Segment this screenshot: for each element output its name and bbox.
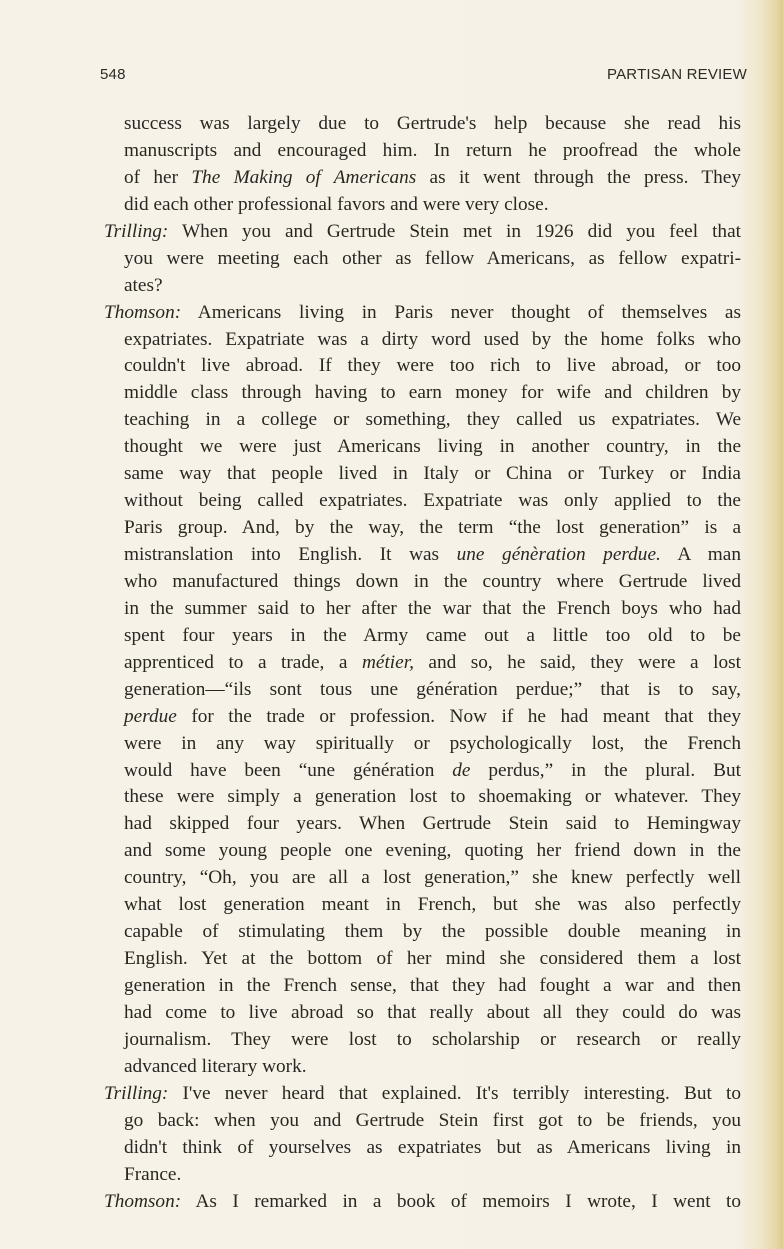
- text-line: [104, 111, 741, 138]
- text-segment: success was largely due to Gertrude's help because she read his: [124, 113, 741, 134]
- text-segment: you were meeting each other as fellow Americans, as fellow expatri-: [124, 247, 741, 269]
- italic-text: une génèration perdue.: [456, 544, 661, 565]
- text-line: [104, 623, 741, 650]
- text-segment: what lost generation meant in French, but she was also perfectly: [124, 894, 741, 916]
- text-line: [104, 946, 741, 973]
- text-segment: I've never heard that explained. It's terribly interesting. But to: [168, 1082, 741, 1104]
- text-line: [104, 569, 741, 596]
- text-line: [104, 811, 741, 838]
- text-segment: these were simply a generation lost to shoemaking or whatever. They: [124, 786, 741, 808]
- text-line: [104, 865, 741, 892]
- text-segment: of her: [124, 166, 192, 188]
- text-line: [104, 1000, 741, 1027]
- text-segment: English. Yet at the bottom of her mind she considered them a lost: [124, 948, 741, 970]
- text-line: [104, 677, 741, 704]
- text-segment: capable of stimulating them by the possible double meaning in: [124, 921, 741, 943]
- paragraph: [104, 111, 741, 219]
- italic-text: métier,: [361, 651, 414, 673]
- text-line: [104, 919, 741, 946]
- text-segment: Paris group. And, by the way, the term “the lost generation” is a: [124, 517, 741, 539]
- text-line: [104, 1054, 741, 1081]
- text-segment: manuscripts and encouraged him. In return he proofread the whole: [124, 139, 741, 161]
- text-segment: go back: when you and Gertrude Stein first got to be friends, you: [124, 1109, 741, 1131]
- text-line: [104, 219, 741, 246]
- text-segment: journalism. They were lost to scholarship or research or really: [124, 1028, 741, 1050]
- text-segment: ates?: [124, 274, 163, 296]
- text-segment: didn't think of yourselves as expatriates but as Americans living in: [124, 1136, 741, 1158]
- running-head: PARTISAN REVIEW: [607, 66, 747, 83]
- text-line: [104, 192, 741, 219]
- text-segment: thought we were just Americans living in another country, in the: [124, 436, 741, 458]
- text-segment: who manufactured things down in the country where Gertrude lived: [124, 570, 741, 592]
- text-segment: did each other professional favors and were very close.: [124, 193, 549, 215]
- dialogue-paragraph: [104, 1081, 741, 1189]
- text-line: [104, 1108, 741, 1135]
- text-segment: advanced literary work.: [124, 1055, 307, 1077]
- text-line: [104, 650, 741, 677]
- text-line: [104, 488, 741, 515]
- text-segment: As I remarked in a book of memoirs I wrote, I went to: [181, 1190, 741, 1212]
- text-segment: perdus,” in the plural. But: [470, 759, 741, 781]
- text-segment: generation in the French sense, that they had fought a war and then: [124, 975, 741, 996]
- text-segment: apprenticed to a trade, a: [124, 651, 362, 673]
- italic-text: The Making of Americans: [191, 166, 417, 188]
- text-line: [104, 596, 741, 623]
- text-segment: middle class through having to earn money for wife and children by: [124, 382, 741, 404]
- dialogue-paragraph: [104, 1189, 741, 1216]
- text-line: [104, 165, 741, 192]
- speaker-label: Thomson:: [104, 301, 182, 323]
- text-segment: and some young people one evening, quoting her friend down in the: [124, 840, 741, 862]
- text-line: [104, 838, 741, 865]
- text-segment: teaching in a college or something, they called us expatriates. We: [124, 409, 741, 431]
- text-line: [104, 542, 741, 569]
- text-line: [104, 758, 741, 785]
- text-segment: without being called expatriates. Expatriate was only applied to the: [124, 490, 741, 512]
- text-line: [104, 273, 741, 300]
- text-segment: spent four years in the Army came out a little too old to be: [124, 624, 741, 646]
- text-segment: for the trade or profession. Now if he had meant that they: [176, 705, 741, 727]
- text-line: [104, 138, 741, 165]
- speaker-label: Trilling:: [104, 220, 169, 242]
- text-segment: and so, he said, they were a lost: [413, 651, 741, 673]
- text-line: [104, 1135, 741, 1162]
- italic-text: perdue: [124, 705, 177, 727]
- page-number: 548: [100, 66, 126, 83]
- text-segment: had come to live abroad so that really about all they could do was: [124, 1001, 741, 1023]
- text-line: [104, 731, 741, 758]
- text-line: [104, 973, 741, 1000]
- text-segment: would have been “une génération: [124, 759, 453, 781]
- text-line: [104, 434, 741, 461]
- italic-text: de: [452, 759, 471, 781]
- text-line: [104, 1027, 741, 1054]
- text-segment: expatriates. Expatriate was a dirty word used by the home folks who: [124, 328, 741, 350]
- dialogue-paragraph: [104, 300, 741, 1081]
- text-segment: France.: [124, 1163, 182, 1185]
- text-line: [104, 1189, 741, 1216]
- text-segment: couldn't live abroad. If they were too rich to live abroad, or too: [124, 355, 741, 377]
- text-line: [104, 300, 741, 327]
- text-line: [104, 892, 741, 919]
- text-line: [104, 784, 741, 811]
- text-line: [104, 246, 741, 273]
- text-line: [104, 407, 741, 434]
- text-line: [104, 353, 741, 380]
- article-body: [104, 111, 741, 1215]
- text-segment: same way that people lived in Italy or China or Turkey or India: [124, 463, 741, 485]
- text-line: [104, 461, 741, 488]
- text-segment: as it went through the press. They: [416, 166, 741, 188]
- dialogue-paragraph: [104, 219, 741, 300]
- text-segment: generation—“ils sont tous une génération perdue;” that is to say,: [124, 678, 741, 700]
- text-segment: had skipped four years. When Gertrude Stein said to Hemingway: [124, 813, 741, 835]
- text-segment: Americans living in Paris never thought of themselves as: [181, 301, 741, 323]
- text-line: [104, 1081, 741, 1108]
- text-segment: in the summer said to her after the war that the French boys who had: [124, 597, 741, 619]
- text-segment: country, “Oh, you are all a lost generation,” she knew perfectly well: [124, 867, 741, 889]
- text-segment: A man: [660, 544, 741, 565]
- text-segment: were in any way spiritually or psychologically lost, the French: [124, 732, 741, 754]
- text-line: [104, 327, 741, 354]
- text-line: [104, 704, 741, 731]
- text-line: [104, 380, 741, 407]
- text-line: [104, 1162, 741, 1189]
- text-segment: mistranslation into English. It was: [124, 544, 457, 565]
- text-segment: When you and Gertrude Stein met in 1926 did you feel that: [168, 220, 741, 242]
- text-line: [104, 515, 741, 542]
- speaker-label: Thomson:: [104, 1190, 182, 1212]
- speaker-label: Trilling:: [104, 1082, 169, 1104]
